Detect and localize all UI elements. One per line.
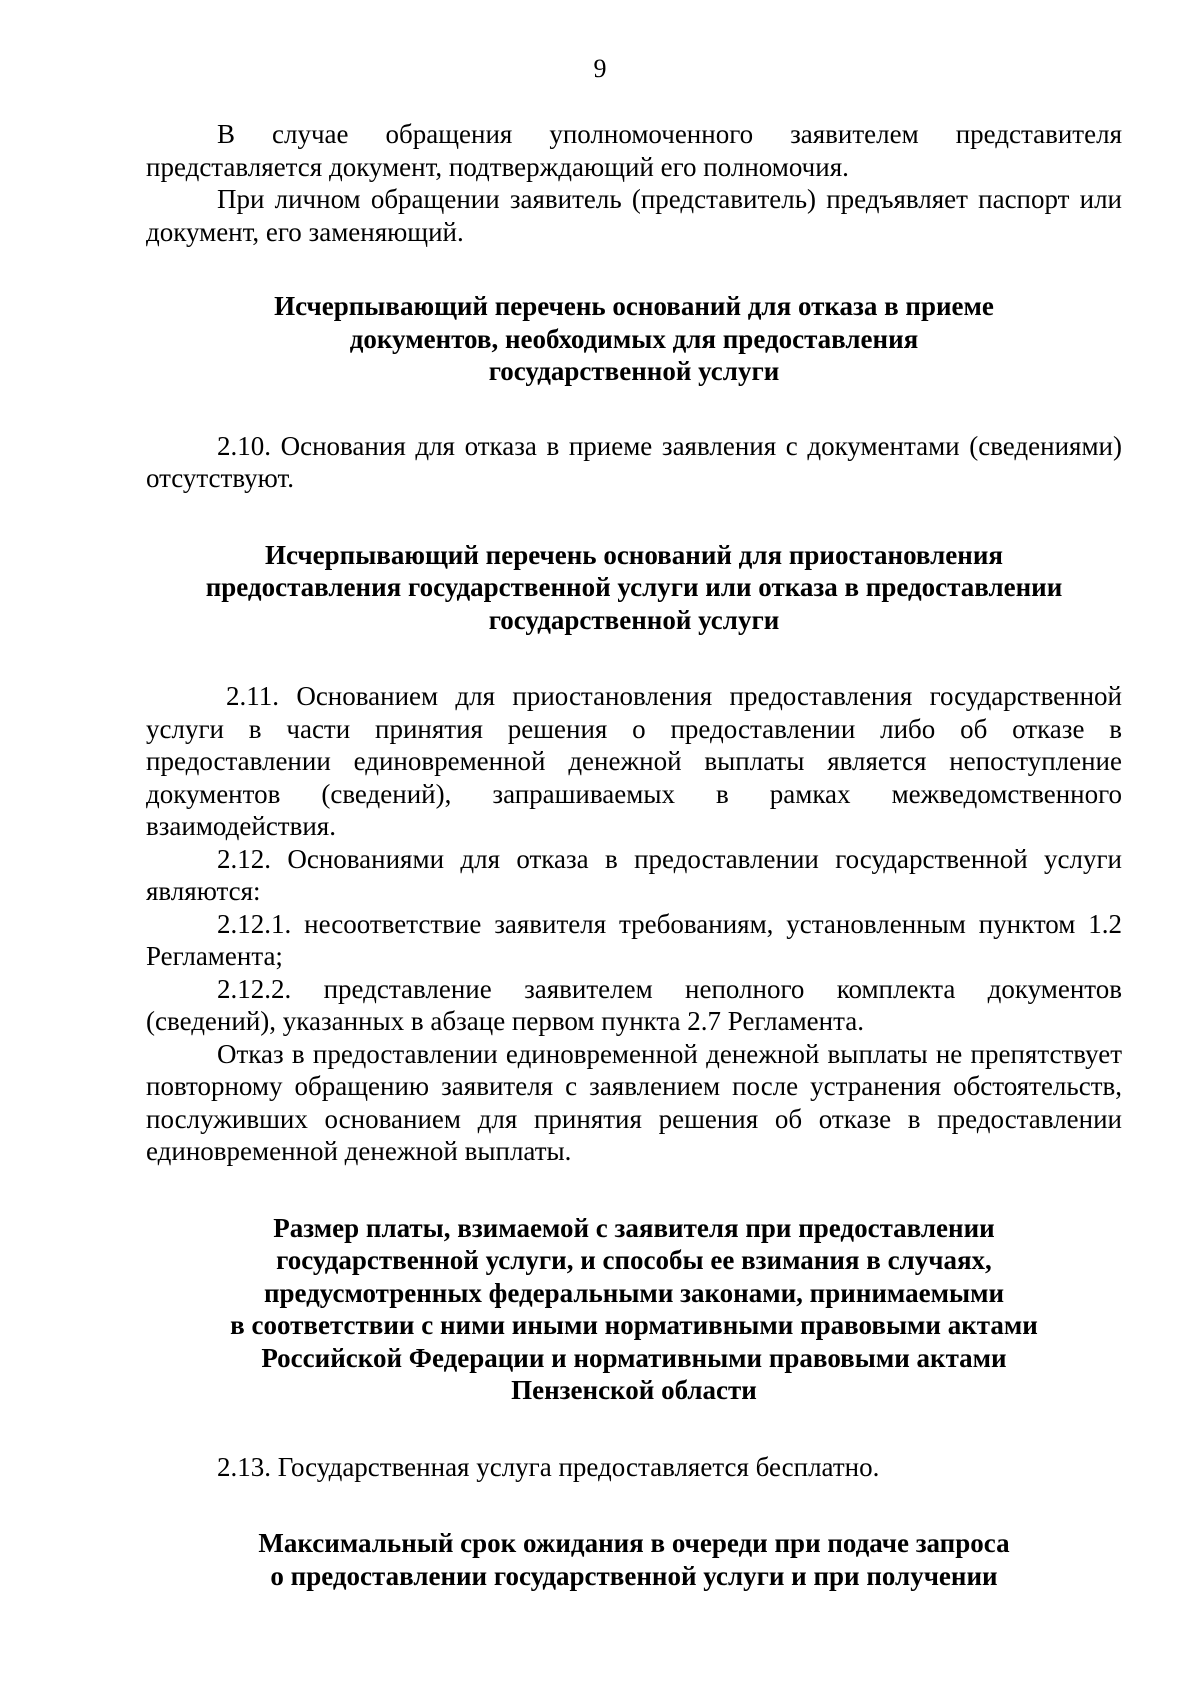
heading-line: Исчерпывающий перечень оснований для отказа в приеме [274, 291, 994, 321]
heading-waiting-time [146, 1527, 1122, 1592]
heading-line: о предоставлении государственной услуги и при получении [270, 1560, 998, 1591]
heading-suspension-refusal [146, 539, 1122, 637]
heading-line: Российской Федерации и нормативными правовыми актами [261, 1342, 1007, 1373]
paragraph-2-12-1: 2.12.1. несоответствие заявителя требованиям, установленным пунктом 1.2 Регламента; [146, 908, 1122, 971]
heading-line: предусмотренных федеральными законами, принимаемыми [263, 1277, 1005, 1308]
page-number: 9 [593, 54, 607, 83]
heading-line: Пензенской области [511, 1375, 757, 1405]
heading-line: Размер платы, взимаемой с заявителя при предоставлении [273, 1212, 995, 1243]
heading-line: документов, необходимых для предоставления [349, 323, 919, 354]
paragraph-personal-visit: При личном обращении заявитель (представитель) предъявляет паспорт или документ, его заменяющий. [146, 184, 1122, 247]
heading-line: государственной услуги [488, 604, 780, 635]
heading-line: Исчерпывающий перечень оснований для приостановления [264, 539, 1004, 570]
paragraph-representative: В случае обращения уполномоченного заявителем представителя представляется документ, подтверждающий его полномочия. [146, 119, 1122, 182]
heading-line: государственной услуги, и способы ее взимания в случаях, [276, 1245, 992, 1275]
heading-line: Максимальный срок ожидания в очереди при подаче запроса [258, 1528, 1010, 1558]
heading-line: предоставления государственной услуги или отказа в предоставлении [205, 572, 1063, 602]
heading-fee [146, 1212, 1122, 1407]
paragraph-2-12-2: 2.12.2. представление заявителем неполного комплекта документов (сведений), указанных в абзаце первом пункта 2.7 Регламента. [146, 973, 1122, 1036]
document-body [146, 118, 1122, 1592]
paragraph-2-13: 2.13. Государственная услуга предоставляется бесплатно. [217, 1451, 880, 1482]
paragraph-refusal-note: Отказ в предоставлении единовременной денежной выплаты не препятствует повторному обращению заявителя с заявлением после устранения обстоятельств, послуживших основанием для принятия решения об отказе в предоставлении единовременной денежной выплаты. [146, 1038, 1122, 1166]
paragraph-2-10: 2.10. Основания для отказа в приеме заявления с документами (сведениями) отсутствуют. [146, 430, 1122, 493]
paragraph-2-11: 2.11. Основанием для приостановления предоставления государственной услуги в части принятия решения о предоставлении либо об отказе в предоставлении единовременной денежной выплаты является непоступление документов (сведений), запрашиваемых в рамках межведомственного взаимодействия. [146, 681, 1122, 841]
heading-line: в соответствии с ними иными нормативными правовыми актами [230, 1310, 1038, 1340]
paragraph-2-12: 2.12. Основаниями для отказа в предоставлении государственной услуги являются: [146, 843, 1122, 906]
heading-line: государственной услуги [488, 356, 780, 386]
heading-refusal-reception [146, 290, 1122, 388]
